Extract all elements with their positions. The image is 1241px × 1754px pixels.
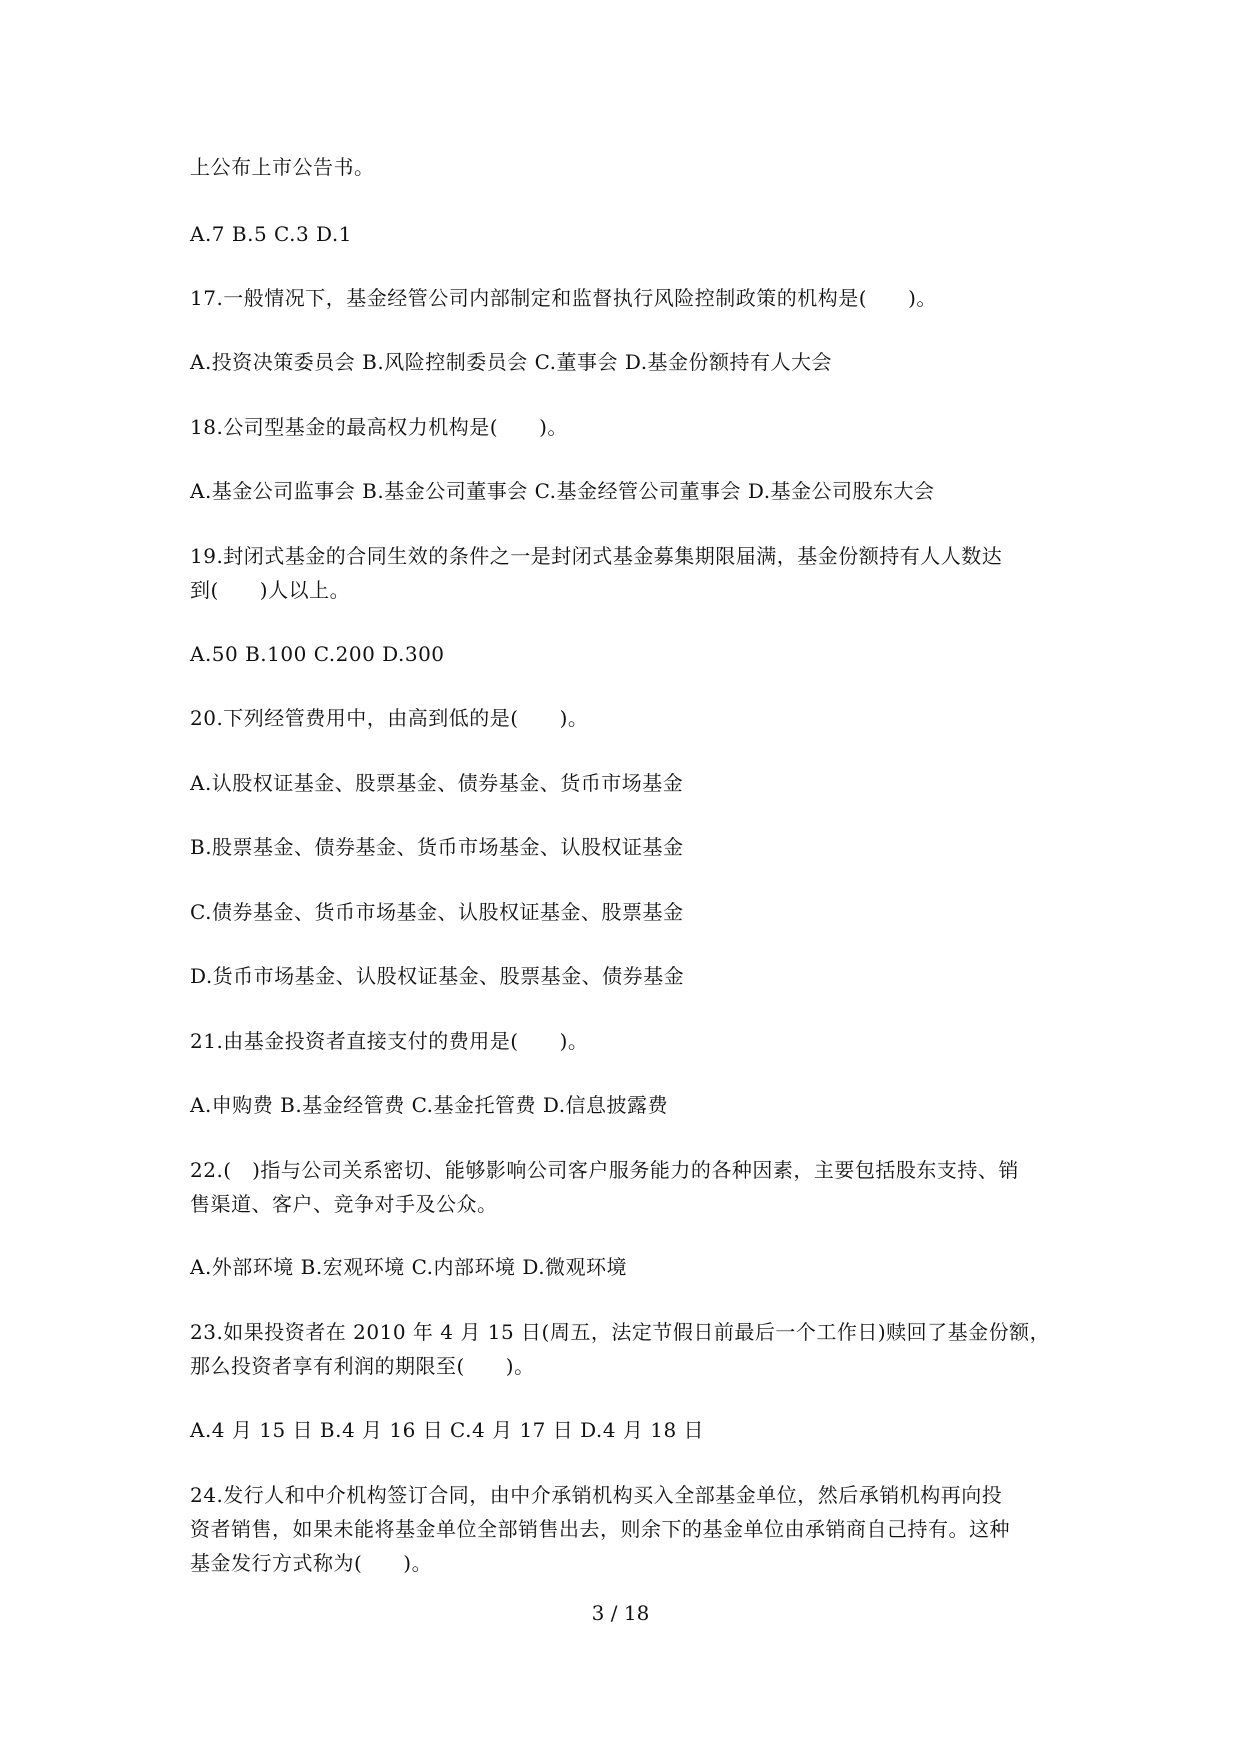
- answer-options: A.投资决策委员会 B.风险控制委员会 C.董事会 D.基金份额持有人大会: [190, 350, 833, 374]
- question-24: 24.发行人和中介机构签订合同，由中介承销机构买入全部基金单位，然后承销机构再向投: [190, 1483, 1003, 1507]
- question-22-continued: 售渠道、客户、竞争对手及公众。: [190, 1192, 498, 1216]
- text-line: 上公布上市公告书。: [190, 155, 375, 179]
- answer-options: A.基金公司监事会 B.基金公司董事会 C.基金经管公司董事会 D.基金公司股东大会: [190, 479, 935, 503]
- question-23-continued: 那么投资者享有利润的期限至( )。: [190, 1354, 535, 1378]
- answer-option-a: A.认股权证基金、股票基金、债券基金、货币市场基金: [190, 771, 684, 795]
- answer-options: A.50 B.100 C.200 D.300: [190, 642, 445, 666]
- question-19-continued: 到( )人以上。: [190, 578, 351, 602]
- question-24-continued: 资者销售，如果未能将基金单位全部销售出去，则余下的基金单位由承销商自己持有。这种: [190, 1517, 1010, 1541]
- answer-options: A.4 月 15 日 B.4 月 16 日 C.4 月 17 日 D.4 月 18 日: [190, 1418, 705, 1442]
- answer-option-d: D.货币市场基金、认股权证基金、股票基金、债券基金: [190, 964, 685, 988]
- question-21: 21.由基金投资者直接支付的费用是( )。: [190, 1029, 589, 1053]
- answer-option-b: B.股票基金、债券基金、货币市场基金、认股权证基金: [190, 835, 684, 859]
- answer-options: A.7 B.5 C.3 D.1: [190, 222, 352, 246]
- question-18: 18.公司型基金的最高权力机构是( )。: [190, 415, 568, 439]
- question-22: 22.( )指与公司关系密切、能够影响公司客户服务能力的各种因素，主要包括股东支持、销: [190, 1158, 1019, 1182]
- question-17: 17.一般情况下，基金经管公司内部制定和监督执行风险控制政策的机构是( )。: [190, 286, 937, 310]
- answer-option-c: C.债券基金、货币市场基金、认股权证基金、股票基金: [190, 900, 684, 924]
- answer-options: A.申购费 B.基金经管费 C.基金托管费 D.信息披露费: [190, 1093, 669, 1117]
- question-20: 20.下列经管费用中，由高到低的是( )。: [190, 706, 589, 730]
- question-24-continued: 基金发行方式称为( )。: [190, 1551, 433, 1575]
- question-19: 19.封闭式基金的合同生效的条件之一是封闭式基金募集期限届满，基金份额持有人人数达: [190, 544, 1003, 568]
- question-23: 23.如果投资者在 2010 年 4 月 15 日(周五，法定节假日前最后一个工作日)赎回了基金份额，: [190, 1320, 1051, 1344]
- page-number: 3 / 18: [591, 1601, 650, 1625]
- answer-options: A.外部环境 B.宏观环境 C.内部环境 D.微观环境: [190, 1255, 628, 1279]
